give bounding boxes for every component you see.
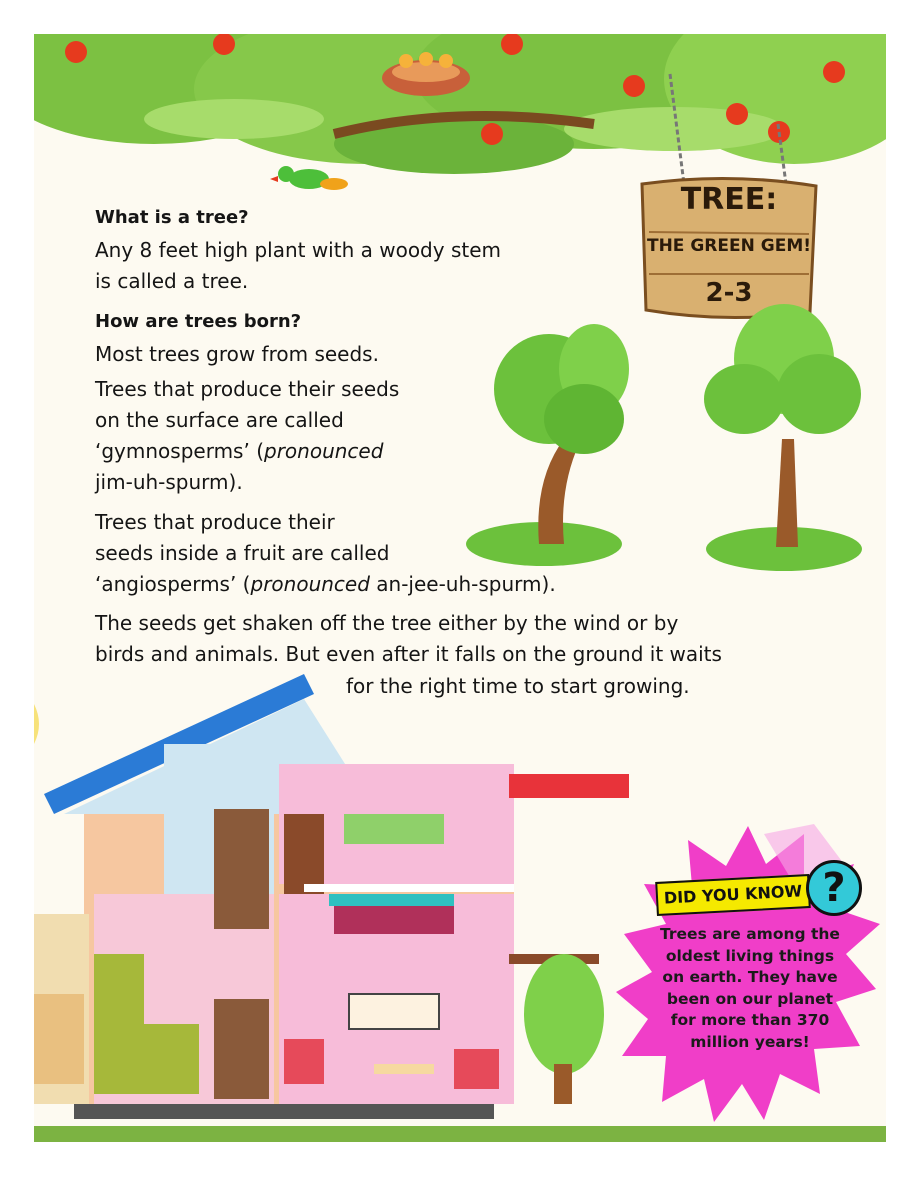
paragraph-line: jim-uh-spurm). [95,470,243,494]
paragraph-line: birds and animals. But even after it falls on the ground it waits [95,642,722,666]
parrot-icon [270,166,348,190]
did-you-know-panel [614,824,882,1124]
question-how-born: How are trees born? [95,311,302,332]
did-you-know-text: Trees are among the oldest living things on earth. They have been on our planet for more than 370 million years! [660,925,840,1051]
paragraph-line: ‘gymnosperms’ (pronounced [95,439,384,463]
trees-illustration [464,299,864,599]
book-page [34,34,886,1142]
answer-line: is called a tree. [95,269,249,293]
question-mark-icon: ? [806,860,862,916]
ground-strip [34,1126,886,1142]
paragraph-line: on the surface are called [95,408,344,432]
paragraph-line: Trees that produce their [95,510,335,534]
question-what-is-tree: What is a tree? [95,207,249,228]
answer-line: Any 8 feet high plant with a woody stem [95,238,501,262]
paragraph-line: for the right time to start growing. [346,674,690,698]
did-you-know-label: DID YOU KNOW [655,874,811,916]
paragraph-line: seeds inside a fruit are called [95,541,390,565]
paragraph-line: Most trees grow from seeds. [95,342,379,366]
sign-subtitle: THE GREEN GEM! [646,236,811,256]
paragraph-line: Trees that produce their seeds [95,377,400,401]
paragraph-line: ‘angiosperms’ (pronounced an-jee-uh-spurm). [95,572,556,596]
paragraph-line: The seeds get shaken off the tree either by the wind or by [95,611,679,635]
page-numbers: 2-3 [705,278,753,308]
sign-title: TREE: [680,182,778,217]
